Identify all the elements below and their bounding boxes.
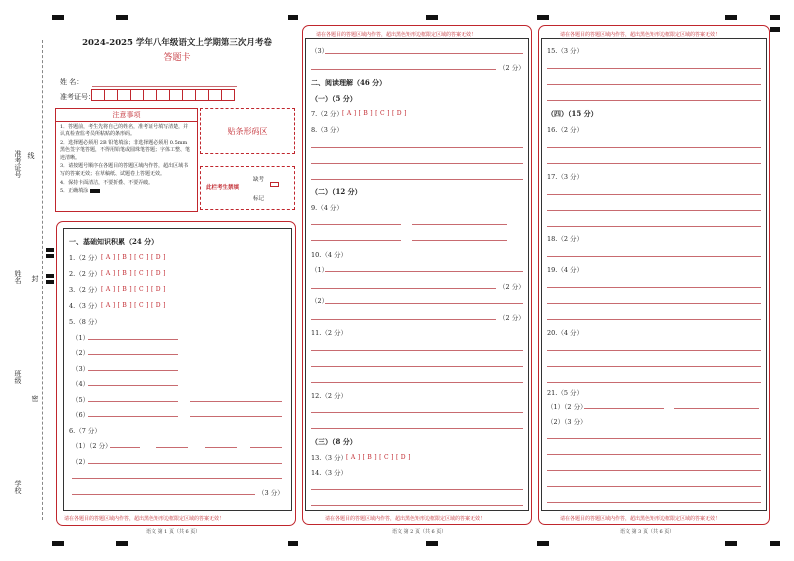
- timing-mark: [537, 541, 549, 546]
- answer-line[interactable]: [547, 366, 761, 367]
- sub-label: （3）: [72, 365, 90, 373]
- binding-id-label: 准考证号: [14, 150, 22, 178]
- notice-title: 注意事项: [56, 109, 197, 122]
- answer-line[interactable]: [547, 68, 761, 69]
- page-footer: 语文 第 3 页（共 6 页）: [620, 529, 675, 535]
- answer-line[interactable]: [547, 319, 761, 320]
- timing-mark: [426, 541, 438, 546]
- answer-line[interactable]: [547, 486, 761, 487]
- page-subtitle: 答题卡: [163, 53, 191, 63]
- question-label: 11.（2 分）: [311, 329, 348, 337]
- question-label: 5.（8 分）: [69, 318, 101, 326]
- question-label: 18.（2 分）: [547, 235, 584, 243]
- absent-checkbox[interactable]: [270, 182, 279, 187]
- answer-line[interactable]: [547, 210, 761, 211]
- question-label: 10.（4 分）: [311, 251, 348, 259]
- warning-text: 请在各题目的答题区域内作答，超出黑色矩形边框限定区域的答案无效！: [560, 32, 721, 38]
- sub-label: （1）（2 分）: [72, 442, 112, 450]
- binding-name-label: 姓名: [14, 270, 22, 284]
- answer-line[interactable]: [88, 401, 178, 402]
- answer-line[interactable]: [325, 303, 523, 304]
- answer-line[interactable]: [88, 370, 178, 371]
- answer-line[interactable]: [412, 240, 507, 241]
- barcode-label: 贴条形码区: [227, 126, 268, 136]
- answer-line[interactable]: [311, 69, 496, 70]
- notice-list: [56, 122, 197, 199]
- question-label: 1.（2 分）: [69, 254, 101, 262]
- choice-options[interactable]: [ A ] [ B ] [ C ] [ D ]: [101, 254, 166, 261]
- answer-line[interactable]: [88, 385, 178, 386]
- timing-mark: [288, 541, 298, 546]
- question-label: 17.（3 分）: [547, 173, 584, 181]
- id-label: 准考证号：: [60, 93, 95, 101]
- part-title: （一）（5 分）: [311, 94, 357, 103]
- question-label: 6.（7 分）: [69, 427, 101, 435]
- answer-line[interactable]: [325, 53, 523, 54]
- part-title: （四）（15 分）: [547, 109, 598, 118]
- answer-line[interactable]: [674, 408, 759, 409]
- answer-line[interactable]: [311, 350, 523, 351]
- notice-item: 1．答题前，考生先将自己的姓名，准考证号填写清楚，并认真检查监考员所粘贴的条形码。: [60, 124, 189, 138]
- binding-dashed-line: [42, 40, 43, 520]
- sub-label: （2）（3 分）: [547, 418, 587, 426]
- question-label: 13.（3 分）: [311, 454, 348, 462]
- answer-line[interactable]: [88, 463, 282, 464]
- section-title: 二、阅读理解（46 分）: [311, 78, 387, 87]
- score-label: （2 分）: [499, 314, 525, 322]
- answer-line[interactable]: [311, 288, 496, 289]
- notice-item: 2．选择题必须用 2B 铅笔填涂；非选择题必须用 0.5mm 黑色签字笔答题，不得用铅笔或圆珠笔答题；字体工整、笔迹清晰。: [60, 140, 191, 161]
- answer-line[interactable]: [72, 494, 255, 495]
- choice-options[interactable]: [ A ] [ B ] [ C ] [ D ]: [346, 454, 411, 461]
- part-title: （三）（8 分）: [311, 437, 357, 446]
- answer-line[interactable]: [88, 339, 178, 340]
- question-label: 19.（4 分）: [547, 266, 584, 274]
- question-label: 21.（5 分）: [547, 389, 584, 397]
- answer-line[interactable]: [547, 470, 761, 471]
- answer-line[interactable]: [325, 271, 523, 272]
- notice-item: 3．请按题号顺序在各题目的答题区域内作答，超出区域书写的答案无效；在草稿纸、试题卷上答题无效。: [60, 163, 189, 177]
- binding-seal-label: 封: [31, 275, 39, 282]
- filled-sample: [90, 189, 100, 193]
- question-label: 16.（2 分）: [547, 126, 584, 134]
- answer-line[interactable]: [311, 319, 496, 320]
- score-label: （2 分）: [499, 283, 525, 291]
- binding-secret-label: 密: [31, 395, 39, 402]
- choice-options[interactable]: [ A ] [ B ] [ C ] [ D ]: [101, 302, 166, 309]
- binding-school-label: 学校: [14, 480, 22, 494]
- absent-option-bottom: 标记: [253, 196, 265, 202]
- section-title: 一、基础知识积累（24 分）: [69, 237, 159, 246]
- page-title: 2024-2025 学年八年级语文上学期第三次月考卷: [82, 38, 272, 48]
- answer-line[interactable]: [311, 240, 401, 241]
- question-label: 20.（4 分）: [547, 329, 584, 337]
- answer-line[interactable]: [547, 226, 761, 227]
- answer-line[interactable]: [311, 163, 523, 164]
- score-label: （3 分）: [258, 489, 284, 497]
- question-label: 4.（3 分）: [69, 302, 101, 310]
- timing-mark: [725, 15, 737, 20]
- timing-mark: [52, 15, 64, 20]
- notice-item: 5．正确填涂: [60, 188, 193, 195]
- timing-mark: [770, 27, 780, 32]
- part-title: （二）（12 分）: [311, 187, 362, 196]
- timing-mark: [770, 541, 780, 546]
- absent-option-top: 缺考: [253, 177, 265, 183]
- answer-line[interactable]: [110, 447, 140, 448]
- warning-text: 请在各题目的答题区域内作答，超出黑色矩形边框限定区域的答案无效！: [325, 516, 486, 522]
- choice-options[interactable]: [ A ] [ B ] [ C ] [ D ]: [342, 110, 407, 117]
- answer-line[interactable]: [311, 147, 523, 148]
- answer-line[interactable]: [190, 416, 282, 417]
- answer-line[interactable]: [547, 194, 761, 195]
- answer-line[interactable]: [547, 382, 761, 383]
- timing-mark: [116, 15, 128, 20]
- sub-label: （5）: [72, 396, 90, 404]
- id-grid[interactable]: [91, 89, 238, 101]
- question-label: 9.（4 分）: [311, 204, 343, 212]
- binding-line-label: 线: [27, 152, 35, 159]
- barcode-area: [200, 108, 295, 154]
- answer-line[interactable]: [547, 84, 761, 85]
- timing-mark: [725, 541, 737, 546]
- timing-mark: [46, 280, 54, 284]
- question-label: 12.（2 分）: [311, 392, 348, 400]
- sub-label: （2）: [72, 349, 90, 357]
- absent-label: 此栏考生禁填: [206, 185, 240, 191]
- page-footer: 语文 第 1 页（共 6 页）: [146, 529, 201, 535]
- timing-mark: [537, 15, 549, 20]
- warning-text: 请在各题目的答题区域内作答，超出黑色矩形边框限定区域的答案无效！: [316, 32, 477, 38]
- question-label: 15.（3 分）: [547, 47, 584, 55]
- sub-label: （1）（2 分）: [547, 403, 587, 411]
- choice-options[interactable]: [ A ] [ B ] [ C ] [ D ]: [101, 286, 166, 293]
- sub-label: （1）: [72, 334, 90, 342]
- answer-line[interactable]: [547, 256, 761, 257]
- warning-text: 请在各题目的答题区域内作答，超出黑色矩形边框限定区域的答案无效！: [64, 516, 225, 522]
- answer-line[interactable]: [412, 224, 507, 225]
- timing-mark: [52, 541, 64, 546]
- answer-line[interactable]: [547, 163, 761, 164]
- answer-line[interactable]: [547, 454, 761, 455]
- sub-label: （4）: [72, 380, 90, 388]
- answer-line[interactable]: [547, 287, 761, 288]
- absent-box: [200, 166, 295, 210]
- answer-line[interactable]: [311, 505, 523, 506]
- question-label: 2.（2 分）: [69, 270, 101, 278]
- answer-line[interactable]: [88, 416, 178, 417]
- timing-mark: [426, 15, 438, 20]
- sub-label: （2）: [311, 297, 329, 305]
- sub-label: （6）: [72, 411, 90, 419]
- answer-line[interactable]: [311, 224, 401, 225]
- answer-line[interactable]: [88, 354, 178, 355]
- name-field[interactable]: [92, 86, 237, 87]
- timing-mark: [770, 15, 780, 20]
- answer-line[interactable]: [311, 366, 523, 367]
- sub-label: （2）: [72, 458, 90, 466]
- answer-line[interactable]: [72, 478, 282, 479]
- answer-line[interactable]: [547, 438, 761, 439]
- score-label: （2 分）: [499, 64, 525, 72]
- answer-line[interactable]: [205, 447, 237, 448]
- answer-line[interactable]: [547, 502, 761, 503]
- timing-mark: [46, 248, 54, 252]
- answer-line[interactable]: [311, 179, 523, 180]
- answer-line[interactable]: [311, 412, 523, 413]
- timing-mark: [116, 541, 128, 546]
- timing-mark: [288, 15, 298, 20]
- warning-text: 请在各题目的答题区域内作答，超出黑色矩形边框限定区域的答案无效！: [560, 516, 721, 522]
- answer-line[interactable]: [311, 489, 523, 490]
- answer-line[interactable]: [156, 447, 188, 448]
- notice-box: [55, 108, 198, 212]
- sub-label: （3）: [311, 47, 329, 55]
- answer-line[interactable]: [547, 303, 761, 304]
- answer-line[interactable]: [547, 147, 761, 148]
- choice-options[interactable]: [ A ] [ B ] [ C ] [ D ]: [101, 270, 166, 277]
- answer-line[interactable]: [311, 428, 523, 429]
- question-label: 14.（3 分）: [311, 469, 348, 477]
- binding-class-label: 班级: [14, 370, 22, 384]
- name-label: 姓 名：: [60, 78, 84, 86]
- answer-line[interactable]: [547, 350, 761, 351]
- question-label: 8.（3 分）: [311, 126, 343, 134]
- timing-mark: [46, 274, 54, 278]
- notice-item: 4．保持卡面清洁，不要折叠、不要弄破。: [60, 179, 154, 186]
- page-footer: 语文 第 2 页（共 6 页）: [392, 529, 447, 535]
- sub-label: （1）: [311, 266, 329, 274]
- question-label: 7.（2 分）: [311, 110, 343, 118]
- question-label: 3.（2 分）: [69, 286, 101, 294]
- answer-line[interactable]: [584, 408, 664, 409]
- timing-mark: [46, 254, 54, 258]
- answer-line[interactable]: [250, 447, 282, 448]
- answer-line[interactable]: [547, 100, 761, 101]
- answer-line[interactable]: [190, 401, 282, 402]
- answer-line[interactable]: [311, 382, 523, 383]
